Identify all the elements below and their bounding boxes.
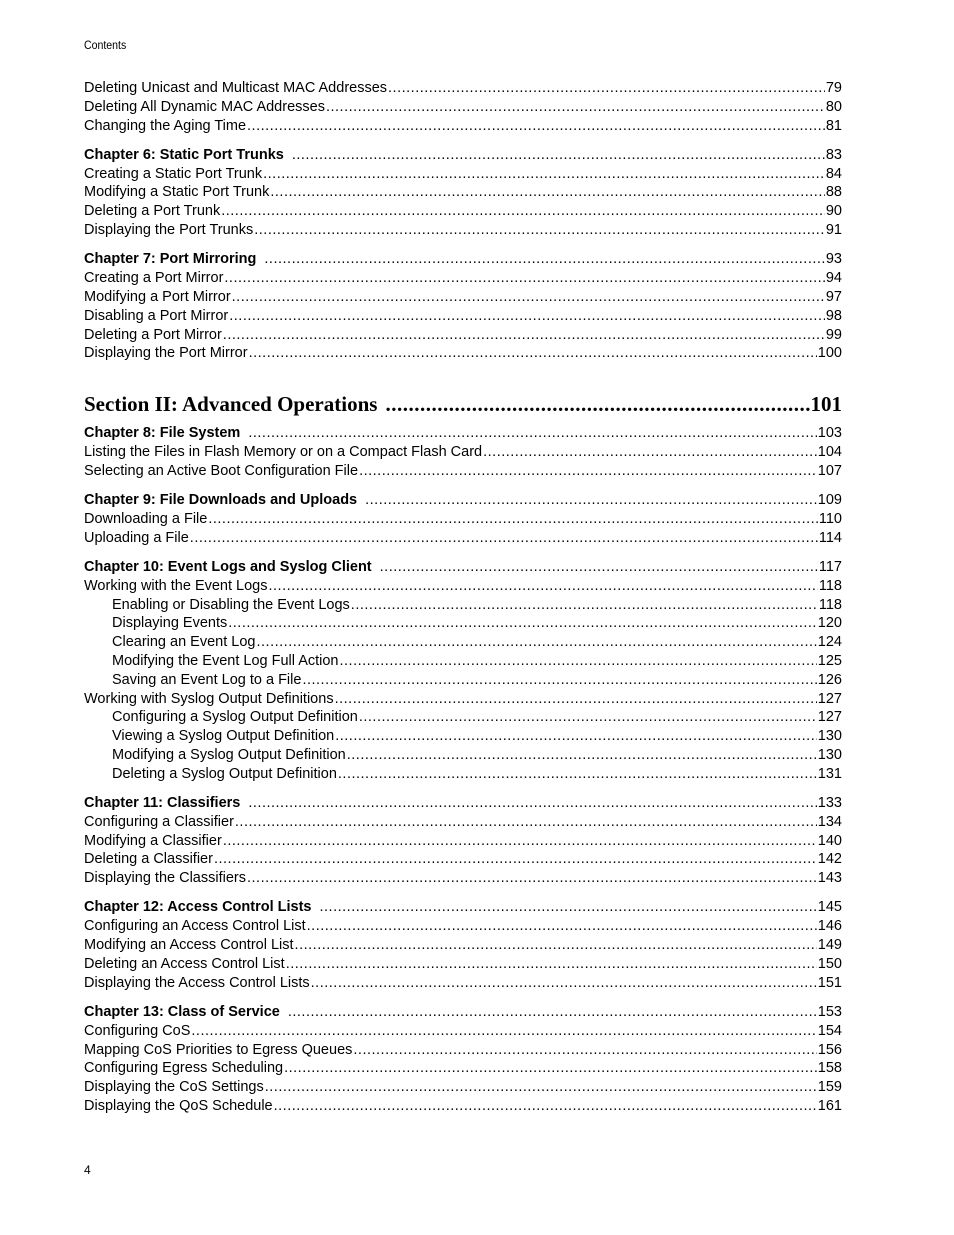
toc-entry-title: Changing the Aging Time <box>84 117 247 134</box>
toc-entry-title: Modifying a Port Mirror <box>84 288 231 305</box>
dot-leader <box>263 165 825 184</box>
toc-entry-page: 151 <box>817 974 842 991</box>
dot-leader <box>335 690 817 709</box>
toc-entry-title: Chapter 8: File System <box>84 425 241 442</box>
dot-leader <box>247 117 825 136</box>
toc-entry-page: 79 <box>825 80 842 96</box>
dot-leader <box>340 652 817 671</box>
toc-entry-page: 83 <box>825 146 842 163</box>
toc-entry-page: 114 <box>818 529 842 546</box>
toc-entry-title: Chapter 13: Class of Service <box>84 1003 280 1020</box>
toc-entry-page: 131 <box>817 765 842 782</box>
toc-entry-title: Deleting a Classifier <box>84 851 213 868</box>
toc-entry[interactable] <box>84 79 842 98</box>
toc-entry-title: Configuring a Syslog Output Definition <box>112 709 358 726</box>
toc-entry-page: 100 <box>817 345 842 362</box>
toc-entry[interactable] <box>84 614 842 633</box>
page-number: 4 <box>84 1163 91 1177</box>
dot-leader <box>221 202 825 221</box>
toc-entry-title: Chapter 6: Static Port Trunks <box>84 146 284 163</box>
toc-entry-title: Viewing a Syslog Output Definition <box>112 728 335 745</box>
toc-entry[interactable] <box>84 269 842 288</box>
toc-entry[interactable] <box>84 652 842 671</box>
toc-entry-title: Enabling or Disabling the Event Logs <box>112 596 350 613</box>
toc-entry-page: 88 <box>825 184 842 201</box>
toc-entry-page: 80 <box>825 98 842 115</box>
toc-entry[interactable] <box>84 746 842 765</box>
toc-entry[interactable] <box>84 1078 842 1097</box>
dot-leader <box>249 344 817 363</box>
dot-leader <box>365 491 817 510</box>
toc-entry-page: 120 <box>817 615 842 632</box>
toc-entry-page: 90 <box>825 203 842 220</box>
toc-entry-page: 94 <box>825 270 842 287</box>
toc-entry-title: Configuring CoS <box>84 1022 191 1039</box>
dot-leader <box>208 510 818 529</box>
toc-entry-title: Deleting a Port Mirror <box>84 326 222 343</box>
dot-leader <box>307 917 817 936</box>
toc-entry-title: Displaying the Port Trunks <box>84 222 254 239</box>
toc-entry-page: 149 <box>817 937 842 954</box>
toc-entry[interactable] <box>84 936 842 955</box>
toc-entry-page: 125 <box>817 652 842 669</box>
toc-entry-title: Configuring a Classifier <box>84 813 234 830</box>
toc-entry-page: 134 <box>817 813 842 830</box>
dot-leader <box>326 98 825 117</box>
dot-leader <box>353 1041 816 1060</box>
toc-entry[interactable] <box>84 633 842 652</box>
toc-entry-title: Displaying the Access Control Lists <box>84 974 310 991</box>
toc-entry-title: Working with the Event Logs <box>84 577 268 594</box>
toc-entry-page: 143 <box>817 870 842 887</box>
dot-leader <box>235 813 817 832</box>
dot-leader <box>257 633 817 652</box>
dot-leader <box>223 326 825 345</box>
toc-entry-page: 140 <box>817 832 842 849</box>
toc-section-heading[interactable] <box>84 391 842 417</box>
toc-entry[interactable] <box>84 165 842 184</box>
toc-entry-title: Chapter 11: Classifiers <box>84 795 241 811</box>
running-header: Contents <box>84 38 127 52</box>
toc-entry-title: Chapter 10: Event Logs and Syslog Client <box>84 558 372 575</box>
toc-entry-page: 158 <box>817 1060 842 1077</box>
toc-entry[interactable] <box>84 344 842 363</box>
dot-leader <box>351 596 818 615</box>
toc-entry[interactable] <box>84 917 842 936</box>
toc-entry-page: 142 <box>817 851 842 868</box>
toc-entry[interactable] <box>84 727 842 746</box>
toc-entry[interactable] <box>84 529 842 548</box>
dot-leader <box>191 1022 816 1041</box>
toc-entry-title: Deleting Unicast and Multicast MAC Addresses <box>84 80 388 96</box>
toc-entry-page: 97 <box>825 288 842 305</box>
dot-leader <box>264 250 824 269</box>
toc-entry[interactable] <box>84 577 842 596</box>
toc-entry[interactable] <box>84 462 842 481</box>
toc-entry-title: Clearing an Event Log <box>112 634 256 651</box>
toc-entry-page: 153 <box>817 1003 842 1020</box>
toc-entry-page: 124 <box>817 634 842 651</box>
toc-entry-title: Displaying the CoS Settings <box>84 1079 264 1096</box>
toc-entry-title: Configuring Egress Scheduling <box>84 1060 284 1077</box>
toc-entry-title: Modifying a Classifier <box>84 832 222 849</box>
toc-chapter-entry[interactable] <box>84 491 842 510</box>
toc-entry-title: Modifying an Access Control List <box>84 937 294 954</box>
dot-leader <box>248 424 816 443</box>
dot-leader <box>214 850 817 869</box>
toc-entry-page: 91 <box>825 222 842 239</box>
toc-chapter-entry[interactable] <box>84 794 842 813</box>
toc-entry-title: Creating a Port Mirror <box>84 270 224 287</box>
dot-leader <box>302 671 816 690</box>
toc-entry[interactable] <box>84 974 842 993</box>
toc-entry-title: Saving an Event Log to a File <box>112 671 302 688</box>
toc-entry[interactable] <box>84 98 842 117</box>
toc-entry-title: Deleting All Dynamic MAC Addresses <box>84 98 325 115</box>
dot-leader <box>320 898 817 917</box>
toc-entry-title: Displaying Events <box>112 615 228 632</box>
toc-entry-page: 118 <box>818 577 842 594</box>
toc-chapter-entry[interactable] <box>84 424 842 443</box>
toc-entry-page: 127 <box>817 690 842 707</box>
toc-entry[interactable] <box>84 1097 842 1116</box>
toc-entry-title: Modifying a Syslog Output Definition <box>112 746 346 763</box>
toc-entry-title: Downloading a File <box>84 510 208 527</box>
dot-leader <box>224 269 824 288</box>
toc-entry-page: 109 <box>817 492 842 509</box>
toc-entry[interactable] <box>84 1059 842 1078</box>
toc-chapter-entry[interactable] <box>84 146 842 165</box>
toc-entry-title: Modifying the Event Log Full Action <box>112 652 339 669</box>
toc-entry-page: 103 <box>817 425 842 442</box>
toc-entry-page: 110 <box>818 510 842 527</box>
toc-entry-title: Mapping CoS Priorities to Egress Queues <box>84 1041 353 1058</box>
toc-entry-page: 81 <box>825 117 842 134</box>
toc-entry[interactable] <box>84 288 842 307</box>
toc-chapter-entry[interactable] <box>84 250 842 269</box>
toc-entry-page: 107 <box>817 462 842 479</box>
toc-entry-page: 99 <box>825 326 842 343</box>
toc-entry[interactable] <box>84 671 842 690</box>
toc-entry-page: 159 <box>817 1079 842 1096</box>
dot-leader <box>284 1059 817 1078</box>
toc-entry[interactable] <box>84 443 842 462</box>
dot-leader <box>288 1003 817 1022</box>
toc-entry-title: Disabling a Port Mirror <box>84 307 229 324</box>
toc-entry[interactable] <box>84 183 842 202</box>
toc-entry[interactable] <box>84 690 842 709</box>
toc-entry[interactable] <box>84 832 842 851</box>
toc-entry[interactable] <box>84 869 842 888</box>
toc-entry-page: 154 <box>817 1022 842 1039</box>
dot-leader <box>311 974 817 993</box>
toc-entry-title: Selecting an Active Boot Configuration File <box>84 462 359 479</box>
toc-entry-title: Working with Syslog Output Definitions <box>84 690 334 707</box>
toc-chapter-entry[interactable] <box>84 898 842 917</box>
dot-leader <box>338 765 817 784</box>
dot-leader <box>228 614 817 633</box>
toc-entry[interactable] <box>84 202 842 221</box>
toc-entry-title: Deleting a Port Trunk <box>84 203 221 220</box>
toc-entry-page: 101 <box>810 392 842 417</box>
toc-entry-page: 161 <box>817 1097 842 1114</box>
dot-leader <box>248 794 816 813</box>
toc-entry-page: 104 <box>817 443 842 460</box>
toc-entry[interactable] <box>84 510 842 529</box>
dot-leader <box>223 832 817 851</box>
dot-leader <box>229 307 825 326</box>
toc-chapter-entry[interactable] <box>84 558 842 577</box>
toc-entry-title: Deleting an Access Control List <box>84 955 285 972</box>
toc-entry-title: Displaying the Classifiers <box>84 870 246 887</box>
toc-entry[interactable] <box>84 1041 842 1060</box>
toc-entry-page: 127 <box>817 709 842 726</box>
dot-leader <box>265 1078 817 1097</box>
toc-entry-page: 98 <box>825 307 842 324</box>
toc-entry[interactable] <box>84 1022 842 1041</box>
dot-leader <box>359 708 817 727</box>
dot-leader <box>190 529 818 548</box>
toc-entry-page: 156 <box>817 1041 842 1058</box>
toc-entry-title: Displaying the Port Mirror <box>84 345 248 362</box>
toc-entry-page: 118 <box>818 596 842 613</box>
toc-entry-title: Chapter 7: Port Mirroring <box>84 251 257 268</box>
toc-entry[interactable] <box>84 765 842 784</box>
toc-entry[interactable] <box>84 307 842 326</box>
toc-entry-page: 93 <box>825 251 842 268</box>
toc-entry-title: Listing the Files in Flash Memory or on a Compact Flash Card <box>84 443 483 460</box>
dot-leader <box>292 146 825 165</box>
toc-entry-title: Configuring an Access Control List <box>84 918 306 935</box>
toc-entry-title: Creating a Static Port Trunk <box>84 165 263 182</box>
toc-entry-title: Chapter 9: File Downloads and Uploads <box>84 492 358 509</box>
dot-leader <box>270 183 825 202</box>
toc-entry-title: Uploading a File <box>84 529 189 546</box>
toc-entry-title: Section II: Advanced Operations <box>84 392 378 417</box>
toc-entry-page: 130 <box>817 728 842 745</box>
dot-leader <box>295 936 817 955</box>
toc-entry[interactable] <box>84 708 842 727</box>
toc-entry-page: 126 <box>817 671 842 688</box>
toc-entry-title: Chapter 12: Access Control Lists <box>84 899 312 916</box>
dot-leader <box>380 558 818 577</box>
table-of-contents <box>84 79 842 1116</box>
dot-leader <box>274 1097 817 1116</box>
toc-entry[interactable] <box>84 955 842 974</box>
toc-entry-page: 146 <box>817 918 842 935</box>
dot-leader <box>347 746 817 765</box>
toc-entry-page: 145 <box>817 899 842 916</box>
dot-leader <box>232 288 825 307</box>
toc-entry[interactable] <box>84 221 842 240</box>
toc-entry[interactable] <box>84 813 842 832</box>
toc-entry-page: 117 <box>818 558 842 575</box>
toc-entry[interactable] <box>84 596 842 615</box>
dot-leader <box>247 869 817 888</box>
dot-leader <box>483 443 817 462</box>
toc-entry-page: 133 <box>817 795 842 811</box>
toc-entry[interactable] <box>84 117 842 136</box>
dot-leader <box>388 79 825 98</box>
toc-entry-page: 150 <box>817 955 842 972</box>
dot-leader <box>335 727 817 746</box>
toc-entry-title: Deleting a Syslog Output Definition <box>112 765 337 782</box>
toc-entry-page: 84 <box>825 165 842 182</box>
dot-leader <box>385 391 809 417</box>
toc-entry[interactable] <box>84 850 842 869</box>
toc-entry-title: Modifying a Static Port Trunk <box>84 184 270 201</box>
dot-leader <box>359 462 817 481</box>
dot-leader <box>254 221 825 240</box>
toc-chapter-entry[interactable] <box>84 1003 842 1022</box>
toc-entry[interactable] <box>84 326 842 345</box>
toc-entry-page: 130 <box>817 746 842 763</box>
toc-entry-title: Displaying the QoS Schedule <box>84 1097 273 1114</box>
dot-leader <box>269 577 818 596</box>
dot-leader <box>286 955 817 974</box>
